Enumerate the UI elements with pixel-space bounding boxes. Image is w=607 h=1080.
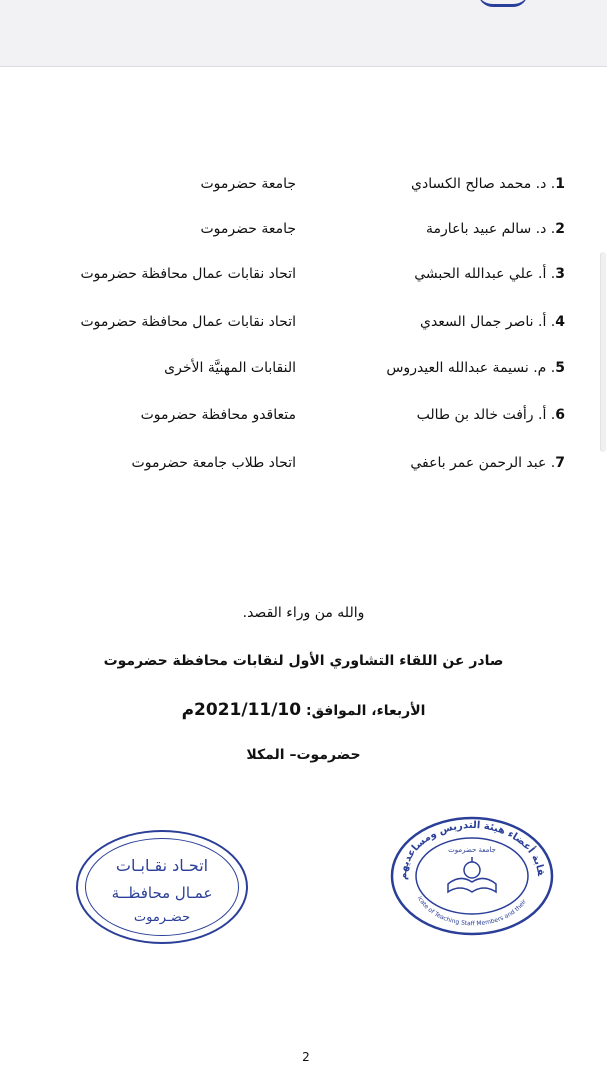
item-number: 2 <box>555 221 565 237</box>
signatory-organization: متعاقدو محافظة حضرموت <box>140 407 296 423</box>
place-line: حضرموت– المكلا <box>246 747 361 763</box>
seal-bottom-text: icate of Teaching Staff Members and their <box>415 895 528 928</box>
signatory-organization: جامعة حضرموت <box>200 221 296 237</box>
signatory-name: . د. سالم عبيد باعارمة <box>426 221 556 237</box>
item-number: 3 <box>555 266 565 282</box>
signatory-organization: اتحاد طلاب جامعة حضرموت <box>131 455 296 471</box>
seal-inner-text: جامعة حضرموت <box>448 846 496 854</box>
viewer-top-bar <box>0 0 607 67</box>
signatory-name: . د. محمد صالح الكسادي <box>411 176 556 192</box>
signatory-organization: اتحاد نقابات عمال محافظة حضرموت <box>80 266 296 282</box>
signatory-organization: النقابات المهنيَّة الأخرى <box>164 360 296 376</box>
stamp-line-1: اتحـاد نقـابـات <box>115 856 209 875</box>
item-number: 1 <box>555 176 565 192</box>
stamp-line-3: حضـرموت <box>133 910 191 925</box>
item-number: 7 <box>555 455 565 471</box>
list-item <box>0 403 607 427</box>
signatory-organization: جامعة حضرموت <box>200 176 296 192</box>
date-label: الأربعاء، الموافق: <box>305 703 426 719</box>
stamp-line-2: عمـال محافظــة <box>111 884 213 902</box>
signatory-name: . أ. علي عبدالله الحبشي <box>414 266 556 282</box>
signatory-name: . عبد الرحمن عمر باعفي <box>410 455 556 471</box>
list-item <box>0 217 607 241</box>
book-emblem-icon <box>448 857 496 892</box>
list-item <box>0 356 607 380</box>
signatory-name: . أ. ناصر جمال السعدي <box>419 314 556 330</box>
faculty-syndicate-seal <box>388 812 556 938</box>
list-item <box>0 310 607 334</box>
page-number: 2 <box>302 1050 310 1064</box>
item-number: 6 <box>555 407 565 423</box>
issued-by-line: صادر عن اللقاء التشاوري الأول لنقابات محافظة حضرموت <box>103 653 504 669</box>
date-line <box>80 700 527 720</box>
signatory-name: . م. نسيمة عبدالله العيدروس <box>386 360 556 376</box>
list-item <box>0 451 607 475</box>
closing-line: والله من وراء القصد. <box>242 605 365 621</box>
item-number: 5 <box>555 360 565 376</box>
item-number: 4 <box>555 314 565 330</box>
list-item <box>0 262 607 286</box>
date-value: 2021/11/10م <box>181 700 302 720</box>
list-item <box>0 172 607 196</box>
signatory-organization: اتحاد نقابات عمال محافظة حضرموت <box>80 314 296 330</box>
signatory-name: . أ. رأفت خالد بن طالب <box>416 407 556 423</box>
union-stamp <box>76 830 248 944</box>
top-logo-arc <box>478 0 528 7</box>
seal-top-text: قابة أعضاء هيئة التدريس ومساعديهم <box>397 819 547 881</box>
